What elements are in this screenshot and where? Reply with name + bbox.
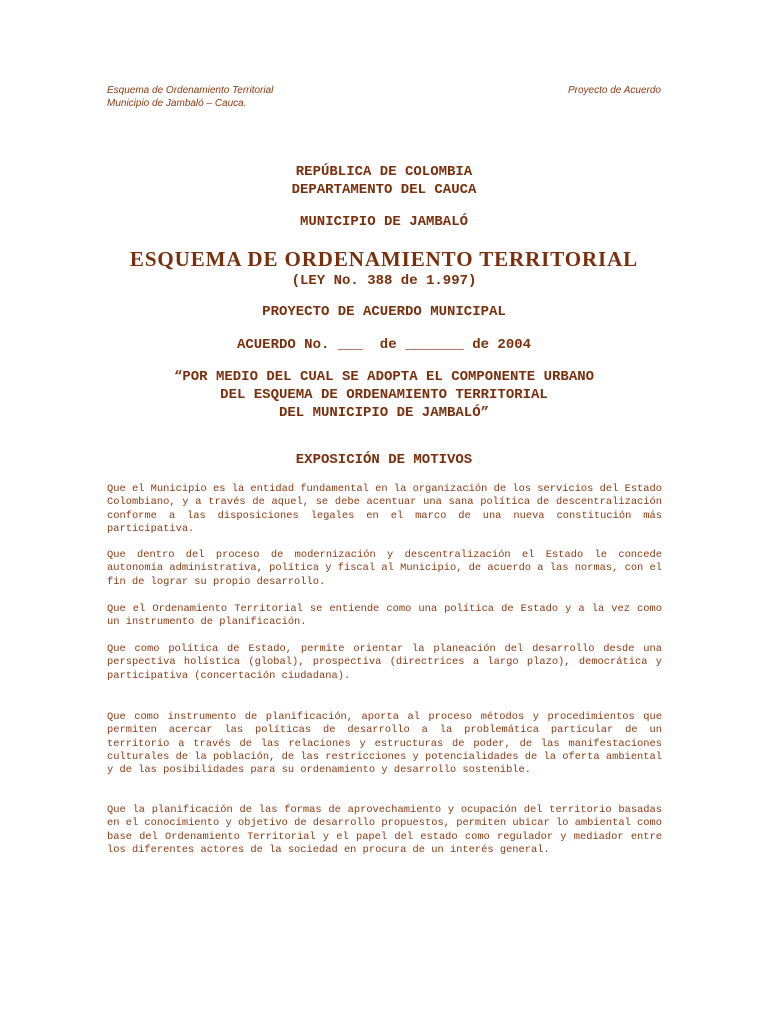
heading-proyecto: PROYECTO DE ACUERDO MUNICIPAL [262, 304, 506, 320]
running-header-right: Proyecto de Acuerdo [567, 85, 661, 96]
heading-acuerdo: ACUERDO No. ___ de _______ de 2004 [236, 337, 532, 353]
paragraph [107, 549, 662, 589]
header-subtitle: Municipio de Jambaló – Cauca. [107, 98, 247, 109]
header-title: Esquema de Ordenamiento Territorial [107, 85, 274, 96]
heading-ley: (LEY No. 388 de 1.997) [291, 273, 477, 289]
running-header-left [107, 84, 273, 110]
paragraph [107, 711, 662, 777]
paragraph-text: Que la planificación de las formas de aprovechamiento y ocupación del territorio basadas en el conocimiento y objetivo de desarrollo propuestos, permiten ubicar lo ambiental como base del Ordenamiento Territorial y el papel del estado como regulador y mediador entre los diferentes actores de la sociedad en procura de un interés general. [107, 804, 662, 856]
document-title: ESQUEMA DE ORDENAMIENTO TERRITORIAL [129, 247, 639, 271]
heading-por-medio-line3: DEL MUNICIPIO DE JAMBALÓ” [278, 405, 490, 421]
section-heading-exposicion: EXPOSICIÓN DE MOTIVOS [295, 452, 473, 468]
heading-municipio: MUNICIPIO DE JAMBALÓ [299, 214, 469, 230]
paragraph [107, 643, 662, 683]
paragraph [107, 603, 662, 630]
paragraph [107, 804, 662, 857]
heading-por-medio-line2: DEL ESQUEMA DE ORDENAMIENTO TERRITORIAL [220, 387, 548, 403]
paragraph-text: Que dentro del proceso de modernización y descentralización el Estado le concede autonomía administrativa, política y fiscal al Municipio, de acuerdo a las normas, con el fin de lograr su propio desarrollo. [107, 549, 662, 588]
paragraph-text: Que como instrumento de planificación, aporta al proceso métodos y procedimientos que permiten acercar las políticas de desarrollo a la problemática particular de un territorio a través de las relaciones y estructuras de poder, de las manifestaciones culturales de la población, de las restricciones y potencialidades de la oferta ambiental y de las posibilidades para su ordenamiento y desarrollo sostenible. [107, 711, 662, 777]
paragraph [107, 483, 662, 536]
paragraph-text: Que como política de Estado, permite orientar la planeación del desarrollo desde una perspectiva holística (global), prospectiva (directrices a largo plazo), democrática y participativa (concertación ciudadana). [107, 643, 662, 682]
heading-departamento: DEPARTAMENTO DEL CAUCA [291, 182, 477, 198]
heading-republica: REPÚBLICA DE COLOMBIA [295, 164, 473, 180]
paragraph-text: Que el Municipio es la entidad fundamental en la organización de los servicios del Estado Colombiano, y a través de aquel, se debe acentuar una sana política de descentralización conforme a las disposiciones legales en el marco de una nueva constitución más participativa. [107, 483, 662, 535]
paragraph-text: Que el Ordenamiento Territorial se entiende como una política de Estado y a la vez como un instrumento de planificación. [107, 603, 662, 629]
heading-por-medio-line1: “POR MEDIO DEL CUAL SE ADOPTA EL COMPONENTE URBANO [173, 369, 595, 385]
